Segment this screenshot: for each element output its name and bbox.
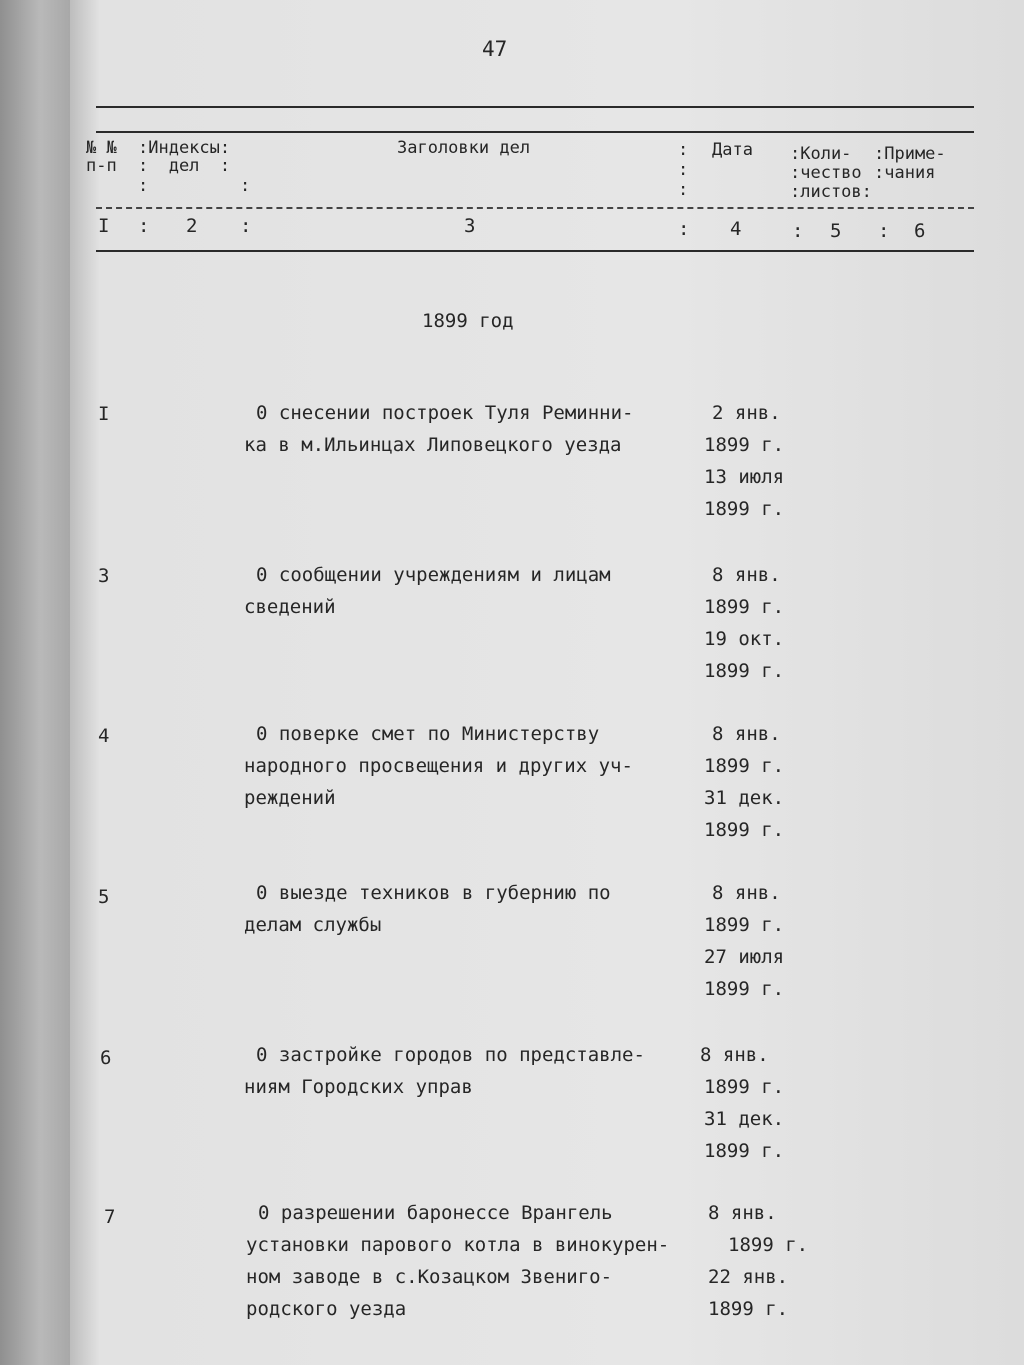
entry-date-line: 8 янв. bbox=[712, 882, 781, 904]
entry-date-line: 31 дек. bbox=[704, 787, 785, 809]
header-sep: : bbox=[138, 176, 149, 196]
entry-title-line: народного просвещения и других уч- bbox=[244, 755, 633, 777]
entry-date-line: 2 янв. bbox=[712, 402, 781, 424]
header-number-3: 3 bbox=[464, 215, 476, 237]
header-sep: : bbox=[138, 215, 150, 237]
header-col-notes-line2: :чания bbox=[874, 163, 936, 183]
header-col-count-line2: :чество bbox=[790, 163, 862, 183]
entry-title-line: ка в м.Ильинцах Липовецкого уезда bbox=[244, 434, 622, 456]
header-number-6: 6 bbox=[914, 220, 926, 242]
entry-number: 5 bbox=[98, 886, 110, 908]
entry-title-line: 0 застройке городов по представле- bbox=[256, 1044, 645, 1066]
entry-date-line: 8 янв. bbox=[712, 564, 781, 586]
header-col-count-line1: :Коли- bbox=[790, 144, 852, 164]
header-col-number-line1: № № bbox=[86, 138, 117, 158]
entry-number: I bbox=[98, 403, 110, 425]
entry-title-line: 0 поверке смет по Министерству bbox=[256, 723, 600, 745]
header-sep: : bbox=[678, 218, 690, 240]
header-sep: : bbox=[678, 180, 689, 200]
entry-date-line: 13 июля bbox=[704, 466, 785, 488]
header-sep: : bbox=[240, 176, 251, 196]
header-bottom-rule bbox=[96, 250, 974, 252]
entry-date-line: 1899 г. bbox=[704, 660, 785, 682]
entry-date-line: 1899 г. bbox=[704, 914, 785, 936]
year-heading: 1899 год bbox=[422, 310, 514, 332]
entry-title-line: делам службы bbox=[244, 914, 382, 936]
entry-date-line: 27 июля bbox=[704, 946, 785, 968]
entry-date-line: 1899 г. bbox=[704, 978, 785, 1000]
entry-title-line: ном заводе в с.Козацком Звениго- bbox=[246, 1266, 613, 1288]
entry-date-line: 1899 г. bbox=[704, 434, 785, 456]
entry-title-line: установки парового котла в винокурен- bbox=[246, 1234, 670, 1256]
header-dashed-rule bbox=[96, 207, 974, 209]
entry-title-line: ниям Городских управ bbox=[244, 1076, 473, 1098]
entry-number: 6 bbox=[100, 1047, 112, 1069]
entry-date-line: 1899 г. bbox=[704, 755, 785, 777]
entry-date-line: 1899 г. bbox=[728, 1234, 809, 1256]
header-number-2: 2 bbox=[186, 215, 198, 237]
header-number-5: 5 bbox=[830, 220, 842, 242]
header-col-count-line3: :листов: bbox=[790, 182, 872, 202]
entry-date-line: 19 окт. bbox=[704, 628, 785, 650]
entry-date-line: 8 янв. bbox=[712, 723, 781, 745]
header-number-4: 4 bbox=[730, 218, 742, 240]
entry-date-line: 8 янв. bbox=[700, 1044, 769, 1066]
page-binding-shadow bbox=[0, 0, 70, 1365]
header-sep: : bbox=[240, 215, 252, 237]
header-col-index-line1: :Индексы: bbox=[138, 138, 231, 158]
entry-title-line: 0 снесении построек Туля Реминни- bbox=[256, 402, 634, 424]
entry-date-line: 22 янв. bbox=[708, 1266, 789, 1288]
document-page bbox=[70, 0, 1024, 1365]
entry-date-line: 1899 г. bbox=[704, 819, 785, 841]
header-sep: : bbox=[792, 220, 804, 242]
entry-title-line: реждений bbox=[244, 787, 336, 809]
entry-title-line: 0 разрешении баронессе Врангель bbox=[258, 1202, 613, 1224]
entry-title-line: сведений bbox=[244, 596, 336, 618]
entry-title-line: 0 выезде техников в губернию по bbox=[256, 882, 611, 904]
entry-date-line: 1899 г. bbox=[704, 498, 785, 520]
header-col-number-line2: п-п bbox=[86, 156, 117, 176]
entry-date-line: 31 дек. bbox=[704, 1108, 785, 1130]
header-number-1: I bbox=[98, 215, 110, 237]
header-second-rule bbox=[96, 131, 974, 133]
header-top-rule bbox=[96, 106, 974, 108]
entry-number: 7 bbox=[104, 1206, 116, 1228]
entry-title-line: родского уезда bbox=[246, 1298, 407, 1320]
header-col-index-line2: : дел : bbox=[138, 156, 231, 176]
entry-title-line: 0 сообщении учреждениям и лицам bbox=[256, 564, 611, 586]
entry-date-line: 1899 г. bbox=[704, 1076, 785, 1098]
header-col-title: Заголовки дел bbox=[397, 138, 531, 158]
header-sep: : bbox=[878, 220, 890, 242]
header-col-date: Дата bbox=[712, 140, 753, 160]
page-number: 47 bbox=[482, 37, 508, 61]
header-col-notes-line1: :Приме- bbox=[874, 144, 946, 164]
entry-date-line: 1899 г. bbox=[708, 1298, 789, 1320]
entry-date-line: 1899 г. bbox=[704, 596, 785, 618]
entry-number: 4 bbox=[98, 725, 110, 747]
entry-date-line: 8 янв. bbox=[708, 1202, 777, 1224]
entry-number: 3 bbox=[98, 565, 110, 587]
header-sep: : bbox=[678, 160, 689, 180]
entry-date-line: 1899 г. bbox=[704, 1140, 785, 1162]
header-sep: : bbox=[678, 140, 689, 160]
